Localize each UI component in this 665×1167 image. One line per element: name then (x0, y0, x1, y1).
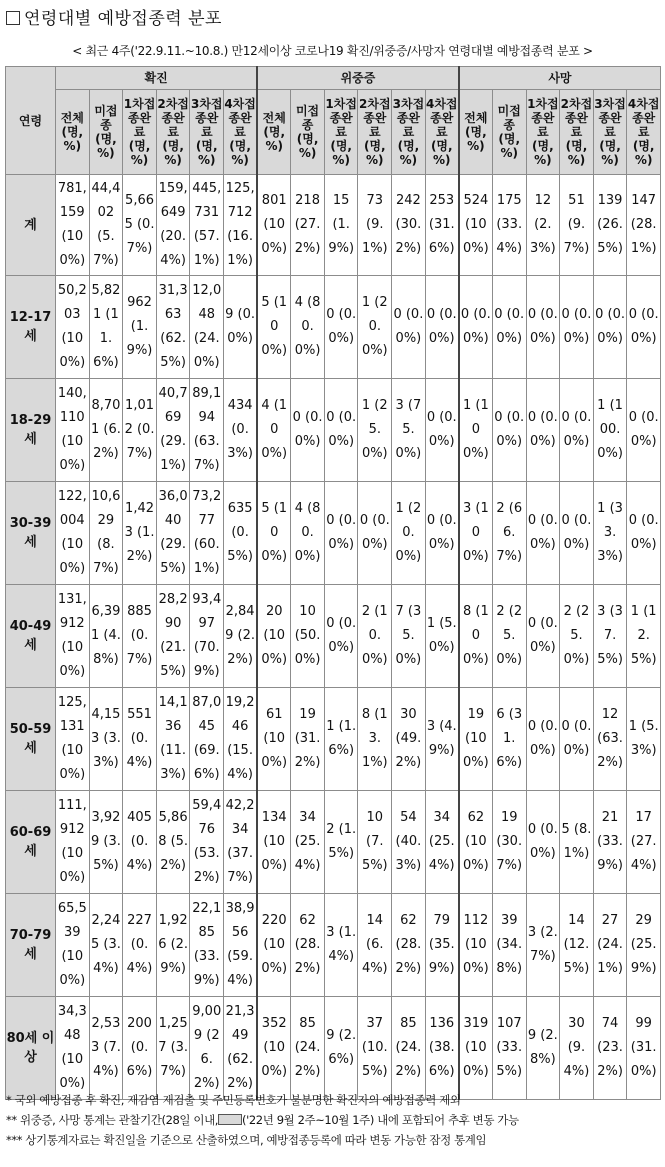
sub-column-header: 3차접종완료 (명, %) (190, 90, 224, 175)
data-cell: 140,110 (100%) (56, 379, 90, 482)
sub-column-header: 3차접종완료 (명, %) (392, 90, 426, 175)
data-cell: 0 (0.0%) (526, 688, 560, 791)
data-cell: 139 (26.5%) (593, 175, 627, 276)
data-cell: 85 (24.2%) (291, 997, 325, 1100)
sub-column-header: 4차접종완료 (명, %) (627, 90, 661, 175)
age-cell: 60-69세 (6, 791, 56, 894)
data-cell: 39 (34.8%) (492, 894, 526, 997)
footnotes (6, 1090, 519, 1150)
data-cell: 1 (5.3%) (627, 688, 661, 791)
data-cell: 85 (24.2%) (392, 997, 426, 1100)
data-cell: 5,665 (0.7%) (123, 175, 157, 276)
data-cell: 801 (100%) (257, 175, 291, 276)
data-cell: 10 (50.0%) (291, 585, 325, 688)
data-cell: 5,868 (5.2%) (156, 791, 190, 894)
data-cell: 10,629 (8.7%) (89, 482, 123, 585)
data-cell: 319 (100%) (459, 997, 493, 1100)
sub-column-header: 1차접종완료 (명, %) (526, 90, 560, 175)
data-cell: 12,048 (24.0%) (190, 276, 224, 379)
data-cell: 1 (1.6%) (324, 688, 358, 791)
page-title-text: 연령대별 예방접종력 분포 (24, 9, 222, 29)
group-header: 사망 (459, 67, 661, 90)
sub-column-header: 2차접종완료 (명, %) (358, 90, 392, 175)
data-cell: 0 (0.0%) (425, 276, 459, 379)
data-cell: 29 (25.9%) (627, 894, 661, 997)
data-cell: 220 (100%) (257, 894, 291, 997)
data-cell: 14 (12.5%) (560, 894, 594, 997)
data-cell: 0 (0.0%) (425, 482, 459, 585)
data-cell: 0 (0.0%) (560, 688, 594, 791)
sub-column-header: 4차접종완료 (명, %) (224, 90, 258, 175)
data-cell: 0 (0.0%) (291, 379, 325, 482)
data-cell: 445,731 (57.1%) (190, 175, 224, 276)
footnote-3: *** 상기통계자료는 확진일을 기준으로 산출하였으며, 예방접종등록에 따라 변동 가능한 잠정 통계임 (6, 1133, 487, 1147)
data-cell: 8 (13.1%) (358, 688, 392, 791)
data-cell: 0 (0.0%) (560, 482, 594, 585)
footnote-2-pre: ** 위중증, 사망 통계는 관찰기간(28일 이내, (6, 1113, 219, 1127)
sub-column-header: 2차접종완료 (명, %) (560, 90, 594, 175)
data-cell: 175 (33.4%) (492, 175, 526, 276)
data-cell: 0 (0.0%) (627, 276, 661, 379)
data-cell: 34 (25.4%) (291, 791, 325, 894)
data-cell: 242 (30.2%) (392, 175, 426, 276)
data-cell: 40,769 (29.1%) (156, 379, 190, 482)
age-cell: 계 (6, 175, 56, 276)
group-header: 위중증 (257, 67, 459, 90)
data-cell: 59,476 (53.2%) (190, 791, 224, 894)
data-cell: 0 (0.0%) (324, 276, 358, 379)
data-cell: 10 (7.5%) (358, 791, 392, 894)
data-cell: 8 (100%) (459, 585, 493, 688)
vaccination-table (5, 66, 661, 1100)
data-cell: 0 (0.0%) (392, 276, 426, 379)
data-cell: 19 (31.2%) (291, 688, 325, 791)
data-cell: 3 (75.0%) (392, 379, 426, 482)
data-cell: 5 (100%) (257, 482, 291, 585)
data-cell: 3 (4.9%) (425, 688, 459, 791)
data-cell: 62 (28.2%) (291, 894, 325, 997)
data-cell: 12 (2.3%) (526, 175, 560, 276)
data-cell: 4 (80.0%) (291, 276, 325, 379)
data-cell: 1,926 (2.9%) (156, 894, 190, 997)
table-row (6, 585, 661, 688)
data-cell: 0 (0.0%) (324, 482, 358, 585)
data-cell: 5 (100%) (257, 276, 291, 379)
data-cell: 524 (100%) (459, 175, 493, 276)
data-cell: 30 (9.4%) (560, 997, 594, 1100)
checkbox-square-icon (6, 11, 20, 25)
data-cell: 111,912 (100%) (56, 791, 90, 894)
data-cell: 3 (2.7%) (526, 894, 560, 997)
data-cell: 2,533 (7.4%) (89, 997, 123, 1100)
data-cell: 99 (31.0%) (627, 997, 661, 1100)
data-cell: 20 (100%) (257, 585, 291, 688)
data-cell: 635 (0.5%) (224, 482, 258, 585)
data-cell: 50,203 (100%) (56, 276, 90, 379)
data-cell: 4 (100%) (257, 379, 291, 482)
footnote-2-post: ('22년 9월 2주~10월 1주) 내에 포함되어 추후 변동 가능 (242, 1113, 519, 1127)
data-cell: 54 (40.3%) (392, 791, 426, 894)
sub-column-header: 2차접종완료 (명, %) (156, 90, 190, 175)
age-cell: 40-49세 (6, 585, 56, 688)
table-row (6, 791, 661, 894)
data-cell: 1,012 (0.7%) (123, 379, 157, 482)
data-cell: 15 (1.9%) (324, 175, 358, 276)
data-cell: 0 (0.0%) (560, 379, 594, 482)
data-cell: 73,277 (60.1%) (190, 482, 224, 585)
data-cell: 0 (0.0%) (526, 482, 560, 585)
data-cell: 61 (100%) (257, 688, 291, 791)
data-cell: 1 (100.0%) (593, 379, 627, 482)
sub-column-header: 미접종 (명, %) (89, 90, 123, 175)
sub-column-header: 전체 (명, %) (257, 90, 291, 175)
data-cell: 9 (2.6%) (324, 997, 358, 1100)
data-cell: 17 (27.4%) (627, 791, 661, 894)
data-cell: 28,290 (21.5%) (156, 585, 190, 688)
sub-column-header: 미접종 (명, %) (291, 90, 325, 175)
data-cell: 37 (10.5%) (358, 997, 392, 1100)
data-cell: 19 (30.7%) (492, 791, 526, 894)
data-cell: 1 (33.3%) (593, 482, 627, 585)
data-cell: 7 (35.0%) (392, 585, 426, 688)
data-cell: 2 (10.0%) (358, 585, 392, 688)
data-cell: 0 (0.0%) (425, 379, 459, 482)
data-cell: 2 (66.7%) (492, 482, 526, 585)
data-cell: 1 (5.0%) (425, 585, 459, 688)
age-cell: 80세 이상 (6, 997, 56, 1100)
data-cell: 134 (100%) (257, 791, 291, 894)
data-cell: 79 (35.9%) (425, 894, 459, 997)
table-row (6, 175, 661, 276)
data-cell: 131,912 (100%) (56, 585, 90, 688)
data-cell: 0 (0.0%) (526, 276, 560, 379)
data-cell: 6 (31.6%) (492, 688, 526, 791)
sub-column-header: 미접종 (명, %) (492, 90, 526, 175)
data-cell: 3 (100%) (459, 482, 493, 585)
data-cell: 5 (8.1%) (560, 791, 594, 894)
data-cell: 14,136 (11.3%) (156, 688, 190, 791)
data-cell: 30 (49.2%) (392, 688, 426, 791)
sub-column-header: 1차접종완료 (명, %) (123, 90, 157, 175)
data-cell: 253 (31.6%) (425, 175, 459, 276)
data-cell: 2 (25.0%) (492, 585, 526, 688)
data-cell: 1 (100%) (459, 379, 493, 482)
table-row (6, 276, 661, 379)
data-cell: 34,348 (100%) (56, 997, 90, 1100)
data-cell: 19,246 (15.4%) (224, 688, 258, 791)
sub-column-header: 전체 (명, %) (56, 90, 90, 175)
data-cell: 434 (0.3%) (224, 379, 258, 482)
age-cell: 12-17세 (6, 276, 56, 379)
data-cell: 9 (2.8%) (526, 997, 560, 1100)
age-cell: 30-39세 (6, 482, 56, 585)
data-cell: 93,497 (70.9%) (190, 585, 224, 688)
table-subtitle: < 최근 4주('22.9.11.~10.8.) 만12세이상 코로나19 확진/위중증/사망자 연령대별 예방접종력 분포 > (72, 44, 593, 58)
footnote-1: * 국외 예방접종 후 확진, 재감염 재검출 및 주민등록번호가 불분명한 확진자의 예방접종력 제외 (6, 1093, 461, 1107)
data-cell: 65,539 (100%) (56, 894, 90, 997)
data-cell: 218 (27.2%) (291, 175, 325, 276)
table-row (6, 482, 661, 585)
data-cell: 2,849 (2.2%) (224, 585, 258, 688)
table-row (6, 688, 661, 791)
data-cell: 14 (6.4%) (358, 894, 392, 997)
data-cell: 0 (0.0%) (526, 585, 560, 688)
age-cell: 50-59세 (6, 688, 56, 791)
group-header: 확진 (56, 67, 258, 90)
data-cell: 36,040 (29.5%) (156, 482, 190, 585)
data-cell: 112 (100%) (459, 894, 493, 997)
data-cell: 551 (0.4%) (123, 688, 157, 791)
shaded-legend-swatch (218, 1114, 242, 1125)
data-cell: 0 (0.0%) (459, 276, 493, 379)
sub-column-header: 4차접종완료 (명, %) (425, 90, 459, 175)
data-cell: 1,423 (1.2%) (123, 482, 157, 585)
sub-column-header: 3차접종완료 (명, %) (593, 90, 627, 175)
data-cell: 962 (1.9%) (123, 276, 157, 379)
data-cell: 885 (0.7%) (123, 585, 157, 688)
data-cell: 122,004 (100%) (56, 482, 90, 585)
age-column-header: 연령 (6, 67, 56, 175)
data-cell: 73 (9.1%) (358, 175, 392, 276)
data-cell: 21,349 (62.2%) (224, 997, 258, 1100)
data-cell: 0 (0.0%) (492, 276, 526, 379)
data-cell: 0 (0.0%) (526, 791, 560, 894)
data-cell: 0 (0.0%) (627, 379, 661, 482)
data-cell: 38,956 (59.4%) (224, 894, 258, 997)
data-cell: 136 (38.6%) (425, 997, 459, 1100)
data-cell: 3 (37.5%) (593, 585, 627, 688)
age-cell: 70-79세 (6, 894, 56, 997)
data-cell: 44,402 (5.7%) (89, 175, 123, 276)
data-cell: 0 (0.0%) (324, 379, 358, 482)
data-cell: 3,929 (3.5%) (89, 791, 123, 894)
data-cell: 159,649 (20.4%) (156, 175, 190, 276)
data-cell: 12 (63.2%) (593, 688, 627, 791)
data-cell: 22,185 (33.9%) (190, 894, 224, 997)
data-cell: 19 (100%) (459, 688, 493, 791)
footnote-2 (6, 1110, 519, 1130)
data-cell: 2 (25.0%) (560, 585, 594, 688)
sub-column-header: 전체 (명, %) (459, 90, 493, 175)
data-cell: 0 (0.0%) (492, 379, 526, 482)
data-cell: 781,159 (100%) (56, 175, 90, 276)
data-cell: 1 (20.0%) (358, 276, 392, 379)
table-row (6, 997, 661, 1100)
data-cell: 0 (0.0%) (324, 585, 358, 688)
data-cell: 405 (0.4%) (123, 791, 157, 894)
data-cell: 125,712 (16.1%) (224, 175, 258, 276)
data-cell: 34 (25.4%) (425, 791, 459, 894)
data-cell: 2 (1.5%) (324, 791, 358, 894)
sub-column-header: 1차접종완료 (명, %) (324, 90, 358, 175)
table-row (6, 379, 661, 482)
data-cell: 1 (20.0%) (392, 482, 426, 585)
data-cell: 87,045 (69.6%) (190, 688, 224, 791)
data-cell: 0 (0.0%) (526, 379, 560, 482)
data-cell: 21 (33.9%) (593, 791, 627, 894)
data-cell: 62 (28.2%) (392, 894, 426, 997)
data-cell: 5,821 (11.6%) (89, 276, 123, 379)
data-cell: 4,153 (3.3%) (89, 688, 123, 791)
data-cell: 200 (0.6%) (123, 997, 157, 1100)
data-cell: 0 (0.0%) (627, 482, 661, 585)
data-cell: 0 (0.0%) (560, 276, 594, 379)
data-cell: 1,257 (3.7%) (156, 997, 190, 1100)
data-cell: 8,701 (6.2%) (89, 379, 123, 482)
data-cell: 89,194 (63.7%) (190, 379, 224, 482)
data-cell: 9 (0.0%) (224, 276, 258, 379)
data-cell: 107 (33.5%) (492, 997, 526, 1100)
data-cell: 147 (28.1%) (627, 175, 661, 276)
data-cell: 27 (24.1%) (593, 894, 627, 997)
data-cell: 6,391 (4.8%) (89, 585, 123, 688)
data-cell: 62 (100%) (459, 791, 493, 894)
data-cell: 125,131 (100%) (56, 688, 90, 791)
data-cell: 9,009 (26.2%) (190, 997, 224, 1100)
data-cell: 352 (100%) (257, 997, 291, 1100)
data-cell: 42,234 (37.7%) (224, 791, 258, 894)
data-cell: 0 (0.0%) (593, 276, 627, 379)
page-title (6, 4, 222, 29)
data-cell: 74 (23.2%) (593, 997, 627, 1100)
data-cell: 31,363 (62.5%) (156, 276, 190, 379)
data-cell: 227 (0.4%) (123, 894, 157, 997)
data-cell: 3 (1.4%) (324, 894, 358, 997)
data-cell: 51 (9.7%) (560, 175, 594, 276)
data-cell: 1 (25.0%) (358, 379, 392, 482)
data-cell: 4 (80.0%) (291, 482, 325, 585)
age-cell: 18-29세 (6, 379, 56, 482)
table-row (6, 894, 661, 997)
data-cell: 0 (0.0%) (358, 482, 392, 585)
data-cell: 1 (12.5%) (627, 585, 661, 688)
data-cell: 2,245 (3.4%) (89, 894, 123, 997)
